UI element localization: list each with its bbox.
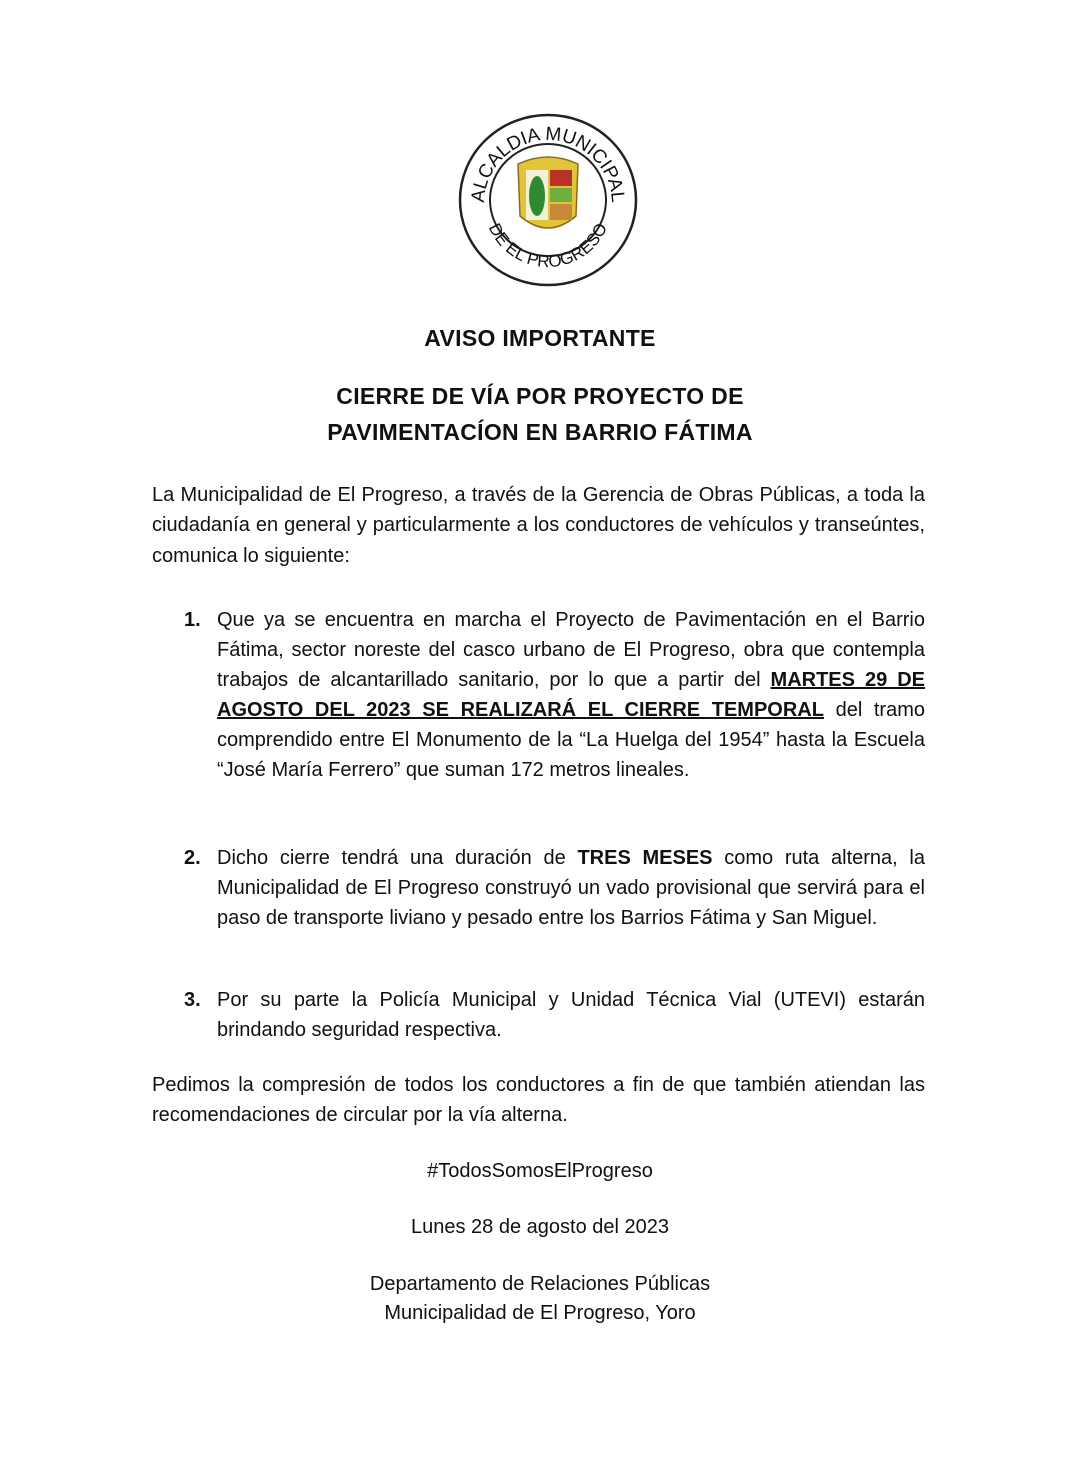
intro-paragraph: La Municipalidad de El Progreso, a través de la Gerencia de Obras Públicas, a toda la ciudadanía en general y particularmente a los conductores de vehículos y transeúntes, comunica lo siguiente: bbox=[152, 484, 925, 567]
list-number: 1. bbox=[184, 609, 201, 631]
item-text: Que ya se encuentra en marcha el Proyecto de Pavimentación en el Barrio Fátima, sector noreste del casco urbano de El Progreso, obra que contempla trabajos de alcantarillado sanitario, por lo que a partir del bbox=[217, 609, 925, 691]
svg-text:ALCALDIA MUNICIPAL: ALCALDIA MUNICIPAL bbox=[467, 123, 629, 204]
closure-date-highlight: MARTES 29 DE AGOSTO DEL 2023 SE REALIZARÁ EL CIERRE TEMPORAL bbox=[217, 669, 925, 721]
subtitle-line-2: PAVIMENTACÍON EN BARRIO FÁTIMA bbox=[327, 419, 753, 445]
list-item-1 bbox=[184, 605, 925, 785]
item-text: del tramo comprendido entre El Monumento de la “La Huelga del 1954” hasta la Escuela “José María Ferrero” que suman 172 metros lineales. bbox=[217, 699, 925, 781]
subtitle-line-1: CIERRE DE VÍA POR PROYECTO DE bbox=[336, 383, 744, 409]
signature-municipality: Municipalidad de El Progreso, Yoro bbox=[384, 1302, 696, 1324]
hashtag: #TodosSomosElProgreso bbox=[427, 1160, 653, 1182]
date: Lunes 28 de agosto del 2023 bbox=[411, 1216, 669, 1238]
item-text: Dicho cierre tendrá una duración de bbox=[217, 847, 578, 869]
list-item-3 bbox=[184, 985, 925, 1045]
list-item-2 bbox=[184, 843, 925, 933]
closing-paragraph: Pedimos la compresión de todos los conductores a fin de que también atiendan las recomendaciones de circular por la vía alterna. bbox=[152, 1074, 925, 1127]
list-number: 2. bbox=[184, 847, 201, 869]
municipal-seal-logo bbox=[456, 112, 640, 288]
svg-text:DE EL PROGRESO: DE EL PROGRESO bbox=[484, 220, 612, 272]
signature-department: Departamento de Relaciones Públicas bbox=[369, 1273, 711, 1295]
list-number: 3. bbox=[184, 989, 201, 1011]
notice-title: AVISO IMPORTANTE bbox=[424, 325, 656, 351]
item-text: como ruta alterna, la Municipalidad de El Progreso construyó un vado provisional que servirá para el paso de transporte liviano y pesado entre los Barrios Fátima y San Miguel. bbox=[217, 847, 925, 929]
duration-highlight: TRES MESES bbox=[577, 847, 713, 869]
item-text: Por su parte la Policía Municipal y Unidad Técnica Vial (UTEVI) estarán brindando seguridad respectiva. bbox=[217, 989, 925, 1041]
